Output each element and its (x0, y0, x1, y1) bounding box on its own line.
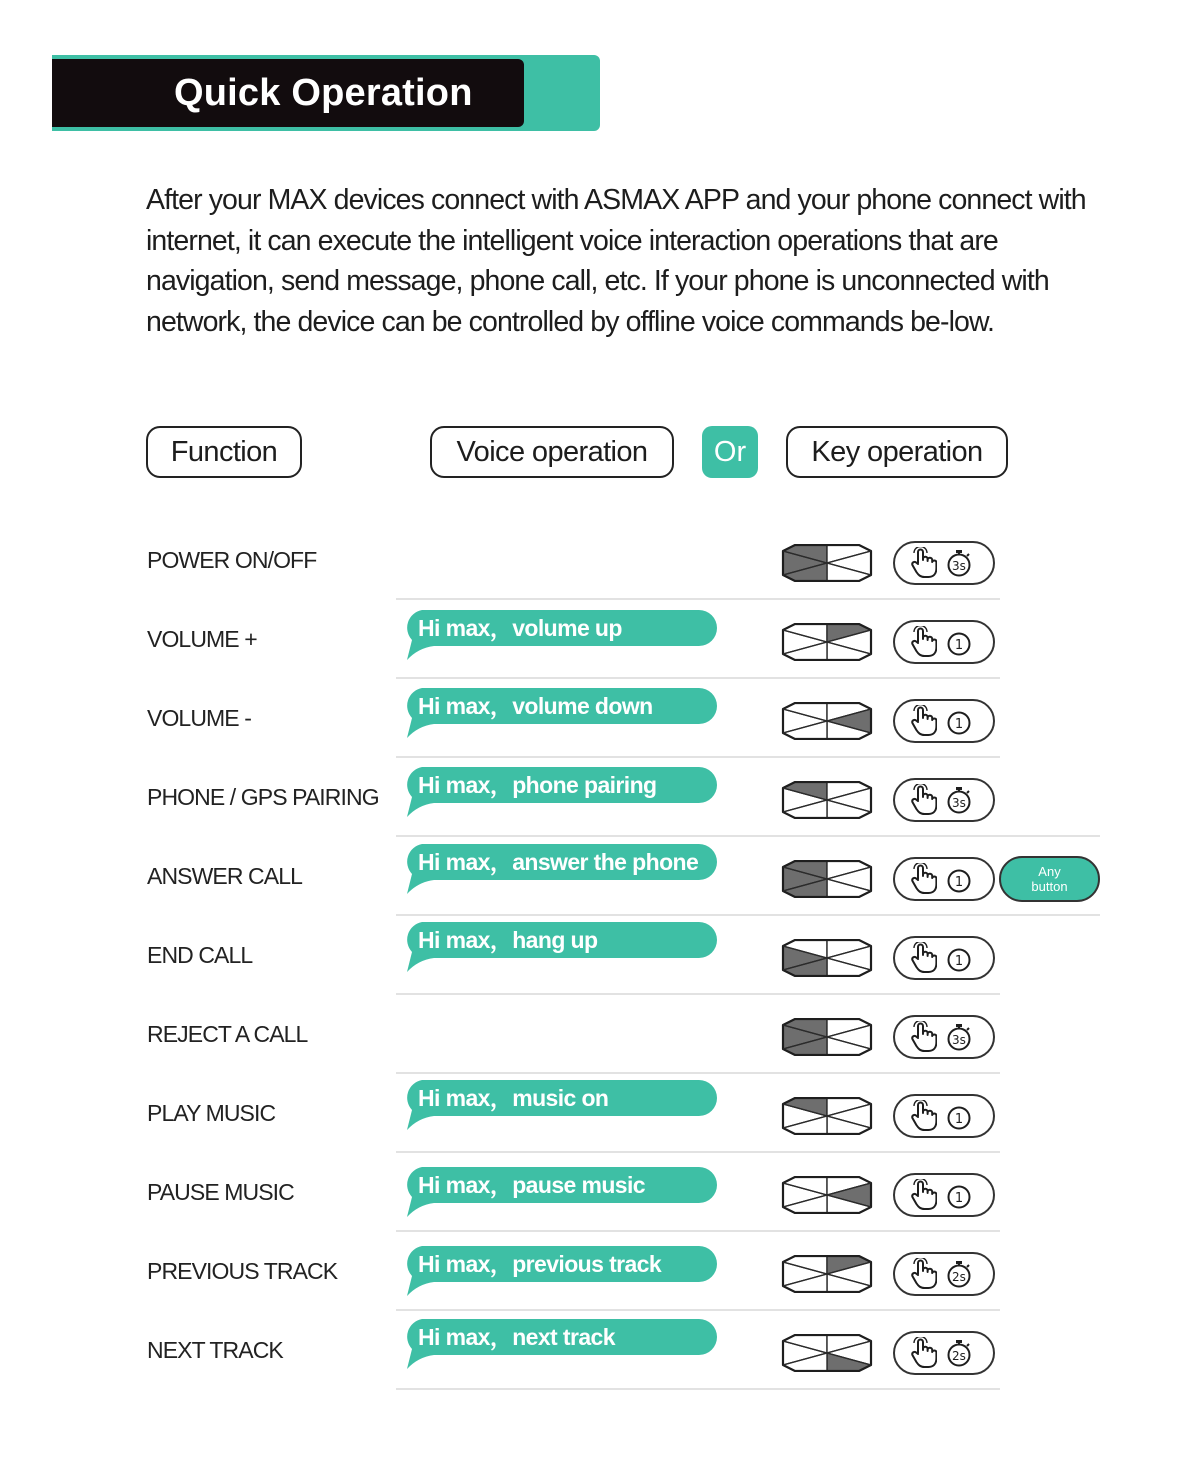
voice-command-text: Hi max，volume up (418, 615, 622, 641)
press-once-icon (945, 1101, 975, 1136)
press-once-icon (945, 943, 975, 978)
press-hold-3s-icon (945, 1022, 975, 1057)
function-label: PLAY MUSIC (147, 1100, 276, 1126)
svg-text:2s: 2s (952, 1270, 966, 1284)
svg-text:1: 1 (954, 1112, 964, 1127)
press-once-icon (945, 1180, 975, 1215)
voice-command-text: Hi max，next track (418, 1324, 615, 1350)
key-operation-pill (893, 1252, 995, 1296)
table-row (0, 600, 1200, 679)
remote-key-icon (781, 1334, 873, 1372)
svg-text:1: 1 (954, 638, 964, 653)
any-button-line2: button (1031, 879, 1068, 894)
remote-key-icon (781, 623, 873, 661)
key-operation-pill (893, 1331, 995, 1375)
any-button-badge (999, 856, 1100, 902)
hand-press-icon (909, 863, 937, 900)
function-label: VOLUME + (147, 626, 257, 652)
row-divider (396, 1388, 1000, 1390)
intro-paragraph: After your MAX devices connect with ASMAX APP and your phone connect with internet, it can execute the intelligent voice interaction operations that are navigation, send message, phone call, etc. If your phone is unconnected with network, the device can be controlled by offline voice commands be-low. (146, 184, 1086, 338)
press-hold-3s-icon (945, 785, 975, 820)
function-label: ANSWER CALL (147, 863, 302, 889)
function-label: END CALL (147, 942, 253, 968)
svg-text:3s: 3s (952, 559, 966, 573)
svg-text:1: 1 (954, 954, 964, 969)
voice-command-bubble (404, 1319, 717, 1375)
header-key-operation: Key operation (786, 426, 1008, 478)
remote-key-icon (781, 1176, 873, 1214)
key-operation-pill (893, 699, 995, 743)
function-label: PREVIOUS TRACK (147, 1258, 338, 1284)
title-banner (52, 55, 600, 131)
voice-command-bubble (404, 1080, 717, 1136)
voice-command-bubble (404, 1167, 717, 1223)
remote-key-icon (781, 939, 873, 977)
title-banner-dark (52, 59, 524, 127)
hand-press-icon (909, 1337, 937, 1374)
any-button-line1: Any (1038, 864, 1061, 879)
svg-text:2s: 2s (952, 1349, 966, 1363)
hand-press-icon (909, 942, 937, 979)
header-voice-operation: Voice operation (430, 426, 674, 478)
voice-command-bubble (404, 610, 717, 666)
table-row (0, 679, 1200, 758)
key-operation-pill (893, 620, 995, 664)
hand-press-icon (909, 705, 937, 742)
voice-command-text: Hi max，volume down (418, 693, 653, 719)
key-operation-pill (893, 778, 995, 822)
press-hold-3s-icon (945, 548, 975, 583)
function-label: POWER ON/OFF (147, 547, 317, 573)
voice-command-bubble (404, 1246, 717, 1302)
press-once-icon (945, 706, 975, 741)
remote-key-icon (781, 702, 873, 740)
svg-text:1: 1 (954, 717, 964, 732)
voice-command-text: Hi max，phone pairing (418, 772, 657, 798)
hand-press-icon (909, 547, 937, 584)
header-function: Function (146, 426, 302, 478)
table-row (0, 1311, 1200, 1390)
table-row (0, 1153, 1200, 1232)
remote-key-icon (781, 1255, 873, 1293)
voice-command-text: Hi max，music on (418, 1085, 609, 1111)
hand-press-icon (909, 626, 937, 663)
hand-press-icon (909, 1258, 937, 1295)
voice-command-bubble (404, 767, 717, 823)
remote-key-icon (781, 1018, 873, 1056)
voice-command-text: Hi max，hang up (418, 927, 598, 953)
function-label: PHONE / GPS PAIRING (147, 784, 379, 810)
hand-press-icon (909, 784, 937, 821)
key-operation-pill (893, 857, 995, 901)
remote-key-icon (781, 544, 873, 582)
press-hold-2s-icon (945, 1259, 975, 1294)
header-or-badge: Or (702, 426, 758, 478)
table-row (0, 916, 1200, 995)
function-label: REJECT A CALL (147, 1021, 308, 1047)
key-operation-pill (893, 541, 995, 585)
function-label: PAUSE MUSIC (147, 1179, 294, 1205)
voice-command-bubble (404, 688, 717, 744)
voice-command-bubble (404, 844, 717, 900)
table-row (0, 1232, 1200, 1311)
table-row (0, 521, 1200, 600)
page-title: Quick Operation (174, 72, 473, 114)
table-row (0, 837, 1200, 916)
svg-text:3s: 3s (952, 796, 966, 810)
hand-press-icon (909, 1021, 937, 1058)
svg-text:1: 1 (954, 875, 964, 890)
table-row (0, 1074, 1200, 1153)
svg-text:3s: 3s (952, 1033, 966, 1047)
table-row (0, 758, 1200, 837)
hand-press-icon (909, 1100, 937, 1137)
press-hold-2s-icon (945, 1338, 975, 1373)
table-row (0, 995, 1200, 1074)
svg-text:1: 1 (954, 1191, 964, 1206)
press-once-icon (945, 864, 975, 899)
function-label: NEXT TRACK (147, 1337, 283, 1363)
key-operation-pill (893, 1094, 995, 1138)
press-once-icon (945, 627, 975, 662)
remote-key-icon (781, 781, 873, 819)
voice-command-text: Hi max，previous track (418, 1251, 662, 1277)
key-operation-pill (893, 1173, 995, 1217)
remote-key-icon (781, 860, 873, 898)
voice-command-bubble (404, 922, 717, 978)
voice-command-text: Hi max，pause music (418, 1172, 645, 1198)
key-operation-pill (893, 1015, 995, 1059)
key-operation-pill (893, 936, 995, 980)
function-label: VOLUME - (147, 705, 251, 731)
remote-key-icon (781, 1097, 873, 1135)
hand-press-icon (909, 1179, 937, 1216)
voice-command-text: Hi max，answer the phone (418, 849, 699, 875)
